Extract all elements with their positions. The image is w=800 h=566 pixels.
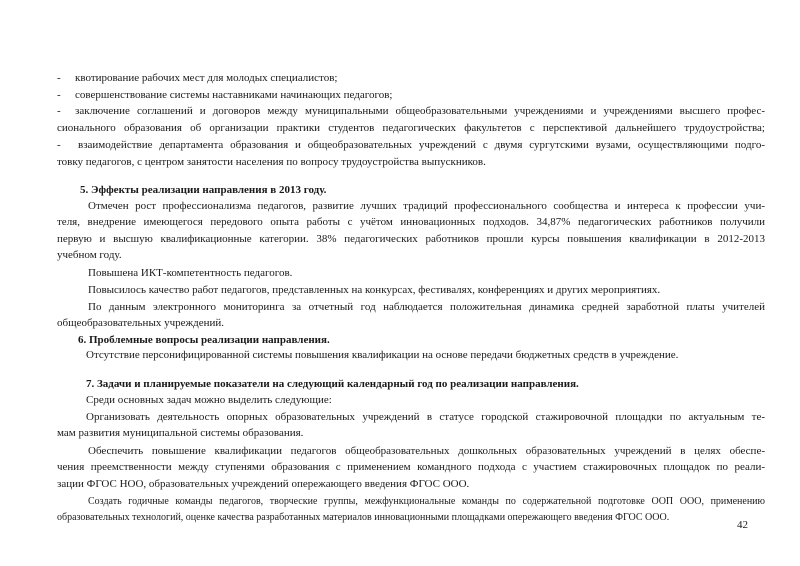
paragraph-line: Повышена ИКТ-компетентность педагогов.	[88, 267, 293, 279]
paragraph-line: По данным электронного мониторинга за отчетный год наблюдается положительная динамика средней заработной платы учителей	[88, 301, 765, 313]
section-heading-5: 5. Эффекты реализации направления в 2013 году.	[80, 184, 327, 196]
bullet-dash: -	[57, 89, 61, 101]
paragraph-line: первую и высшую квалификационные категории. 38% педагогических работников прошли курсы повышения квалификации в 2012-2013	[57, 233, 765, 245]
paragraph-line: Создать годичные команды педагогов, творческие группы, межфункциональные команды по содержательной подготовке ООП ООО, применению	[88, 496, 765, 507]
bullet-dash: -	[57, 105, 61, 117]
paragraph-line: Среди основных задач можно выделить следующие:	[86, 394, 332, 406]
list-item-text: взаимодействие департамента образования и общеобразовательных учреждений с двумя сургутскими вузами, осуществляющими подго-	[78, 139, 765, 151]
section-heading-6: 6. Проблемные вопросы реализации направления.	[78, 334, 330, 346]
paragraph-line: Отмечен рост профессионализма педагогов, развитие лучших традиций профессионального сообщества и интереса к профессии учи-	[88, 200, 765, 212]
bullet-dash: -	[57, 72, 61, 84]
paragraph-line: образовательных технологий, оценке качества разработанных материалов инновационными площадками опережающего введения ФГОС ООО.	[57, 512, 670, 523]
paragraph-line: общеобразовательных учреждений.	[57, 317, 224, 329]
paragraph-line: Отсутствие персонифицированной системы повышения квалификации на основе передачи бюджетных средств в учреждение.	[86, 349, 679, 361]
section-heading-7: 7. Задачи и планируемые показатели на следующий календарный год по реализации направления.	[86, 378, 579, 390]
list-item-text: квотирование рабочих мест для молодых специалистов;	[75, 72, 338, 84]
list-item-continuation: товку педагогов, с центром занятости населения по вопросу трудоустройства выпускников.	[57, 156, 486, 168]
page-number: 42	[737, 519, 748, 531]
paragraph-line: теля, внедрение имеющегося передового опыта работы с учётом инновационных подходов. 34,87% педагогических работников получили	[57, 216, 765, 228]
paragraph-line: Повысилось качество работ педагогов, представленных на конкурсах, фестивалях, конференциях и других мероприятиях.	[88, 284, 661, 296]
list-item-text: заключение соглашений и договоров между муниципальными общеобразовательными учреждениями и учреждениями высшего профес-	[75, 105, 765, 117]
paragraph-line: учебном году.	[57, 249, 122, 261]
paragraph-line: зации ФГОС НОО, образовательных учреждений опережающего введения ФГОС ООО.	[57, 478, 470, 490]
list-item-continuation: сионального образования об организации практики студентов педагогических факультетов с перспективой дальнейшего трудоустройства;	[57, 122, 765, 134]
list-item-text: совершенствование системы наставниками начинающих педагогов;	[75, 89, 393, 101]
paragraph-line: чения преемственности между ступенями образования с применением командного подхода с участием стажировочных площадок по реали-	[57, 461, 765, 473]
paragraph-line: Организовать деятельность опорных образовательных учреждений в статусе городской стажировочной площадки по актуальным те-	[86, 411, 765, 423]
paragraph-line: Обеспечить повышение квалификации педагогов общеобразовательных дошкольных образовательных учреждений в целях обеспе-	[88, 445, 765, 457]
bullet-dash: -	[57, 139, 61, 151]
paragraph-line: мам развития муниципальной системы образования.	[57, 427, 304, 439]
